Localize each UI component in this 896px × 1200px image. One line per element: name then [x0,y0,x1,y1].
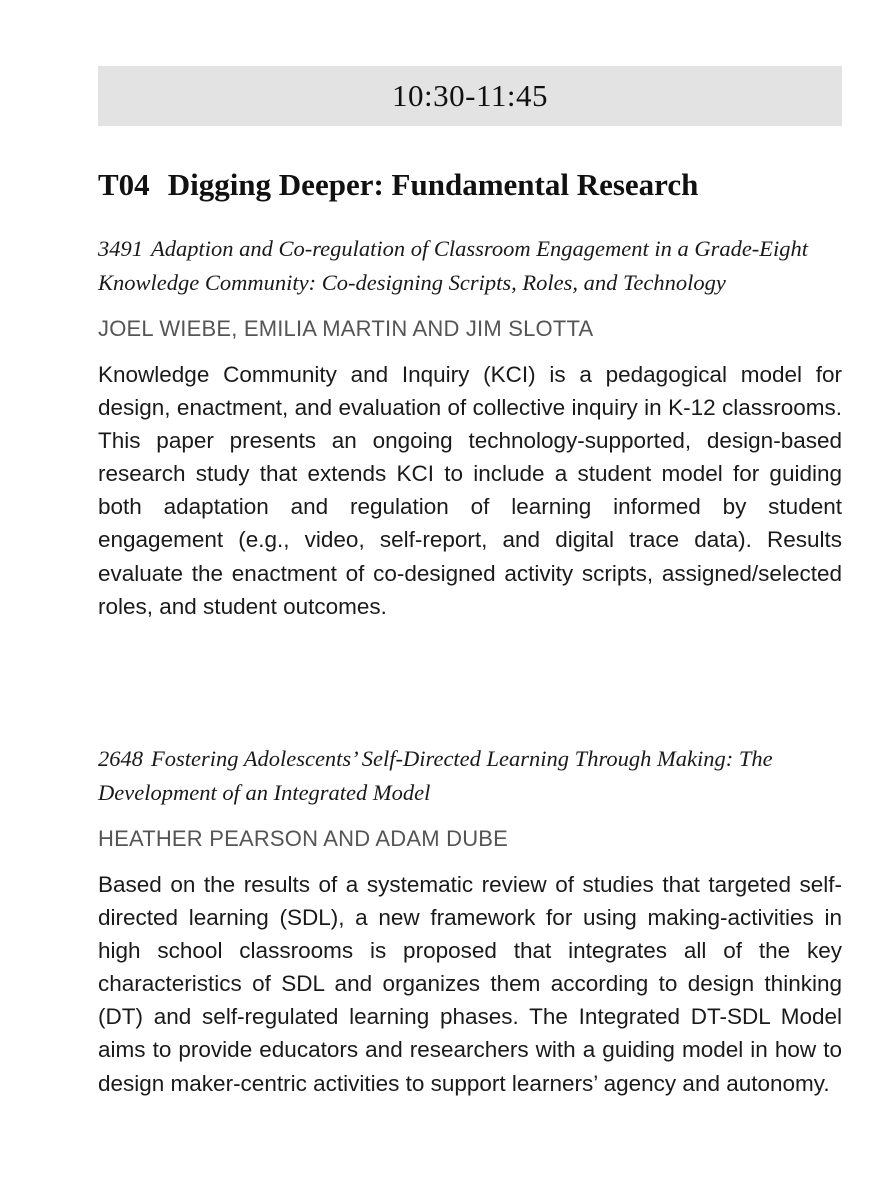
paper-abstract: Knowledge Community and Inquiry (KCI) is a pedagogical model for design, enactment, and evaluation of collective inquiry in K-12 classrooms. This paper presents an ongoing technology-supported, design-based research study that extends KCI to include a student model for guiding both adaptation and regulation of learning informed by student engagement (e.g., video, self-report, and digital trace data). Results evaluate the enactment of co-designed activity scripts, assigned/selected roles, and student outcomes. [98,362,842,619]
paper-abstract: Based on the results of a systematic review of studies that targeted self-directed learning (SDL), a new framework for using making-activities in high school classrooms is proposed that integrates all of the key characteristics of SDL and organizes them according to design thinking (DT) and self-regulated learning phases. The Integrated DT-SDL Model aims to provide educators and researchers with a guiding model in how to design maker-centric activities to support learners’ agency and autonomy. [98,872,842,1096]
session-heading [98,167,698,203]
session-time-bar [98,66,842,126]
paper-title-text: Adaption and Co-regulation of Classroom Engagement in a Grade-Eight Knowledge Community: Co-designing Scripts, Roles, and Technology [98,236,809,295]
paper-title [98,232,842,300]
session-title: Digging Deeper: Fundamental Research [167,167,699,202]
paper-authors: HEATHER PEARSON AND ADAM DUBE [98,826,509,851]
paper-id: 3491 [98,236,143,261]
session-code: T04 [98,167,150,202]
paper-title [98,742,842,810]
paper-entry [98,742,842,1100]
paper-authors: JOEL WIEBE, EMILIA MARTIN AND JIM SLOTTA [98,316,594,341]
session-time: 10:30-11:45 [392,78,548,113]
paper-title-text: Fostering Adolescents’ Self-Directed Learning Through Making: The Development of an Integrated Model [98,746,773,805]
paper-id: 2648 [98,746,143,771]
paper-entry [98,232,842,623]
